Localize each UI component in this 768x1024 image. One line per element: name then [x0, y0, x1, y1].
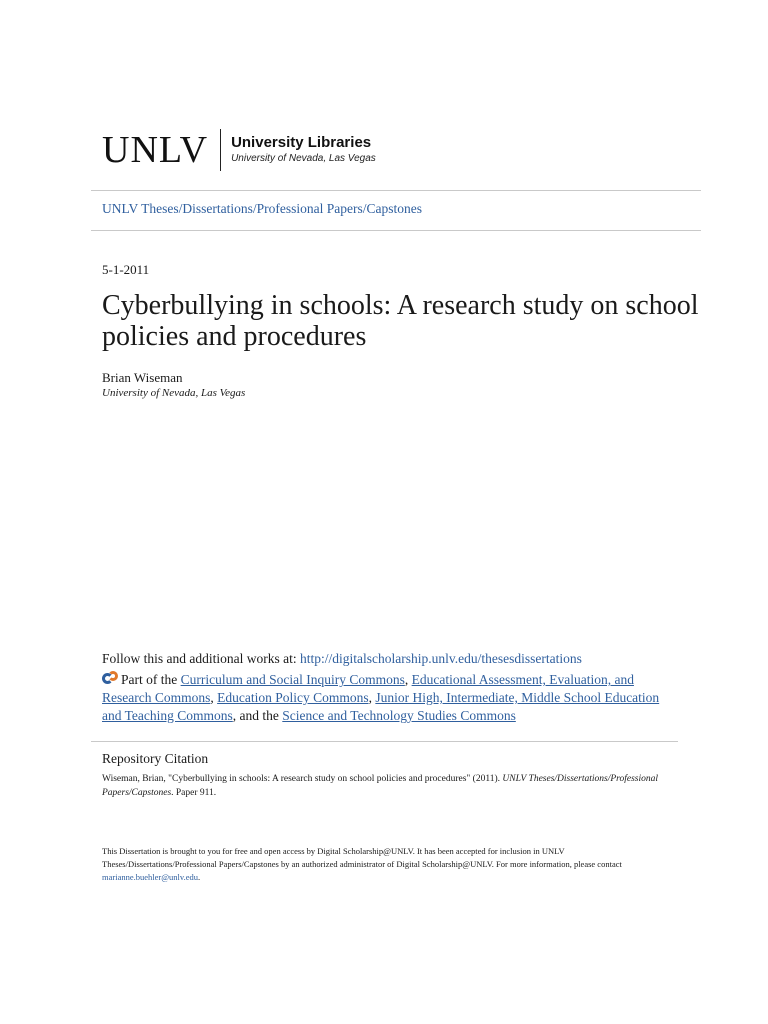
- follow-label: Follow this and additional works at:: [102, 651, 300, 666]
- access-text: This Dissertation is brought to you for free and open access by Digital Scholarship@UNLV. It has been accepted for inclusion in UNLV Theses/Dissertations/Professional Papers/Capstones by an authorized administrator of Digital Scholarship@UNLV. For more information, please contact: [102, 846, 622, 869]
- citation-series: UNLV Theses/Dissertations/Professional Papers/Capstones: [102, 774, 659, 798]
- and-the-text: , and the: [232, 708, 283, 723]
- access-end: .: [198, 872, 201, 882]
- logo-divider: [220, 129, 221, 171]
- commons-link-assessment[interactable]: Educational Assessment, Evaluation, and Research Commons: [102, 672, 634, 705]
- commons-link-curriculum[interactable]: Curriculum and Social Inquiry Commons: [180, 672, 405, 687]
- contact-email-link[interactable]: marianne.buehler@unlv.edu: [102, 872, 199, 882]
- separator: ,: [368, 690, 376, 705]
- commons-link-policy[interactable]: Education Policy Commons: [217, 690, 369, 705]
- collection-url-link[interactable]: http://digitalscholarship.unlv.edu/thesesdissertations: [300, 651, 582, 666]
- follow-line: [102, 651, 582, 667]
- logo-text: [231, 134, 376, 166]
- collection-divider: [91, 230, 701, 231]
- logo-wordmark: UNLV: [102, 129, 209, 171]
- citation-main: Wiseman, Brian, "Cyberbullying in schools: A research study on school policies and procedures" (2011).: [102, 774, 503, 784]
- commons-link-science-tech[interactable]: Science and Technology Studies Commons: [282, 708, 516, 723]
- logo-subtitle: University of Nevada, Las Vegas: [231, 153, 376, 164]
- unlv-libraries-logo: [102, 128, 376, 172]
- collection-link[interactable]: UNLV Theses/Dissertations/Professional Papers/Capstones: [102, 201, 422, 216]
- network-icon: [102, 671, 119, 686]
- commons-link-middle-school[interactable]: Junior High, Intermediate, Middle School Education and Teaching Commons: [102, 690, 660, 723]
- part-of-prefix: Part of the: [121, 672, 181, 687]
- citation-text: [102, 772, 672, 800]
- author-affiliation: University of Nevada, Las Vegas: [102, 387, 246, 399]
- part-of-paragraph: [102, 671, 672, 725]
- citation-heading: Repository Citation: [102, 751, 209, 766]
- logo-title: University Libraries: [231, 134, 372, 151]
- separator: ,: [404, 672, 412, 687]
- publication-date: 5-1-2011: [102, 262, 150, 277]
- access-statement: [102, 845, 672, 884]
- document-title: Cyberbullying in schools: A research study on school policies and procedures: [102, 290, 699, 352]
- separator: ,: [210, 690, 218, 705]
- citation-divider: [91, 741, 678, 742]
- author-name: Brian Wiseman: [102, 370, 183, 385]
- citation-paper: . Paper 911.: [171, 788, 217, 798]
- top-divider: [91, 190, 701, 191]
